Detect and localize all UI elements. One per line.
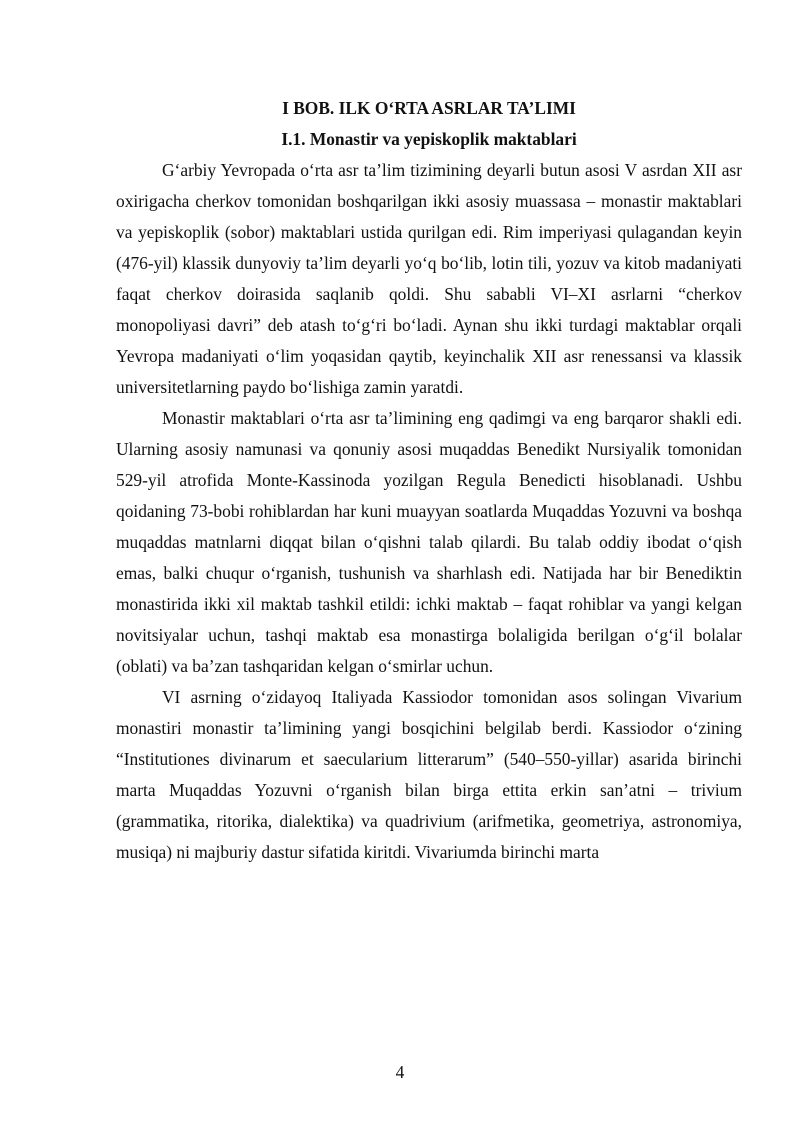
paragraph-2: Monastir maktablari o‘rta asr ta’limining eng qadimgi va eng barqaror shakli edi. Ularning asosiy namunasi va qonuniy asosi muqaddas Benedikt Nursiyalik tomonidan 529-yil atrofida Monte-Kassinoda yozilgan Regula Benedicti hisoblanadi. Ushbu qoidaning 73-bobi rohiblardan har kuni muayyan soatlarda Muqaddas Yozuvni va boshqa muqaddas matnlarni diqqat bilan o‘qishni talab qilardi. Bu talab oddiy ibodat o‘qish emas, balki chuqur o‘rganish, tushunish va sharhlash edi. Natijada har bir Benediktin monastirida ikki xil maktab tashkil etildi: ichki maktab – faqat rohiblar va yangi kelgan novitsiyalar uchun, tashqi maktab esa monastirga bolaligida berilgan o‘g‘il bolalar (oblati) va ba’zan tashqaridan kelgan o‘smirlar uchun. [116,408,742,676]
paragraph-1: G‘arbiy Yevropada o‘rta asr ta’lim tizimining deyarli butun asosi V asrdan XII asr oxirigacha cherkov tomonidan boshqarilgan ikki asosiy muassasa – monastir maktablari va yepiskoplik (sobor) maktablari ustida qurilgan edi. Rim imperiyasi qulagandan keyin (476-yil) klassik dunyoviy ta’lim deyarli yo‘q bo‘lib, lotin tili, yozuv va kitob madaniyati faqat cherkov doirasida saqlanib qoldi. Shu sababli VI–XI asrlarni “cherkov monopoliyasi davri” deb atash to‘g‘ri bo‘ladi. Aynan shu ikki turdagi maktablar orqali Yevropa madaniyati o‘lim yoqasidan qaytib, keyinchalik XII asr renessansi va klassik universitetlarning paydo bo‘lishiga zamin yaratdi. [116,160,742,397]
document-page [116,93,742,868]
paragraph-3: VI asrning o‘zidayoq Italiyada Kassiodor tomonidan asos solingan Vivarium monastiri monastir ta’limining yangi bosqichini belgilab berdi. Kassiodor o‘zining “Institutiones divinarum et saecularium litterarum” (540–550-yillar) asarida birinchi marta Muqaddas Yozuvni o‘rganish bilan birga ettita erkin san’atni – trivium (grammatika, ritorika, dialektika) va quadrivium (arifmetika, geometriya, astronomiya, musiqa) ni majburiy dastur sifatida kiritdi. Vivariumda birinchi marta [116,687,742,862]
page-number: 4 [395,1062,405,1082]
chapter-title: I BOB. ILK O‘RTA ASRLAR TA’LIMI [282,98,576,118]
section-title: I.1. Monastir va yepiskoplik maktablari [281,129,577,149]
